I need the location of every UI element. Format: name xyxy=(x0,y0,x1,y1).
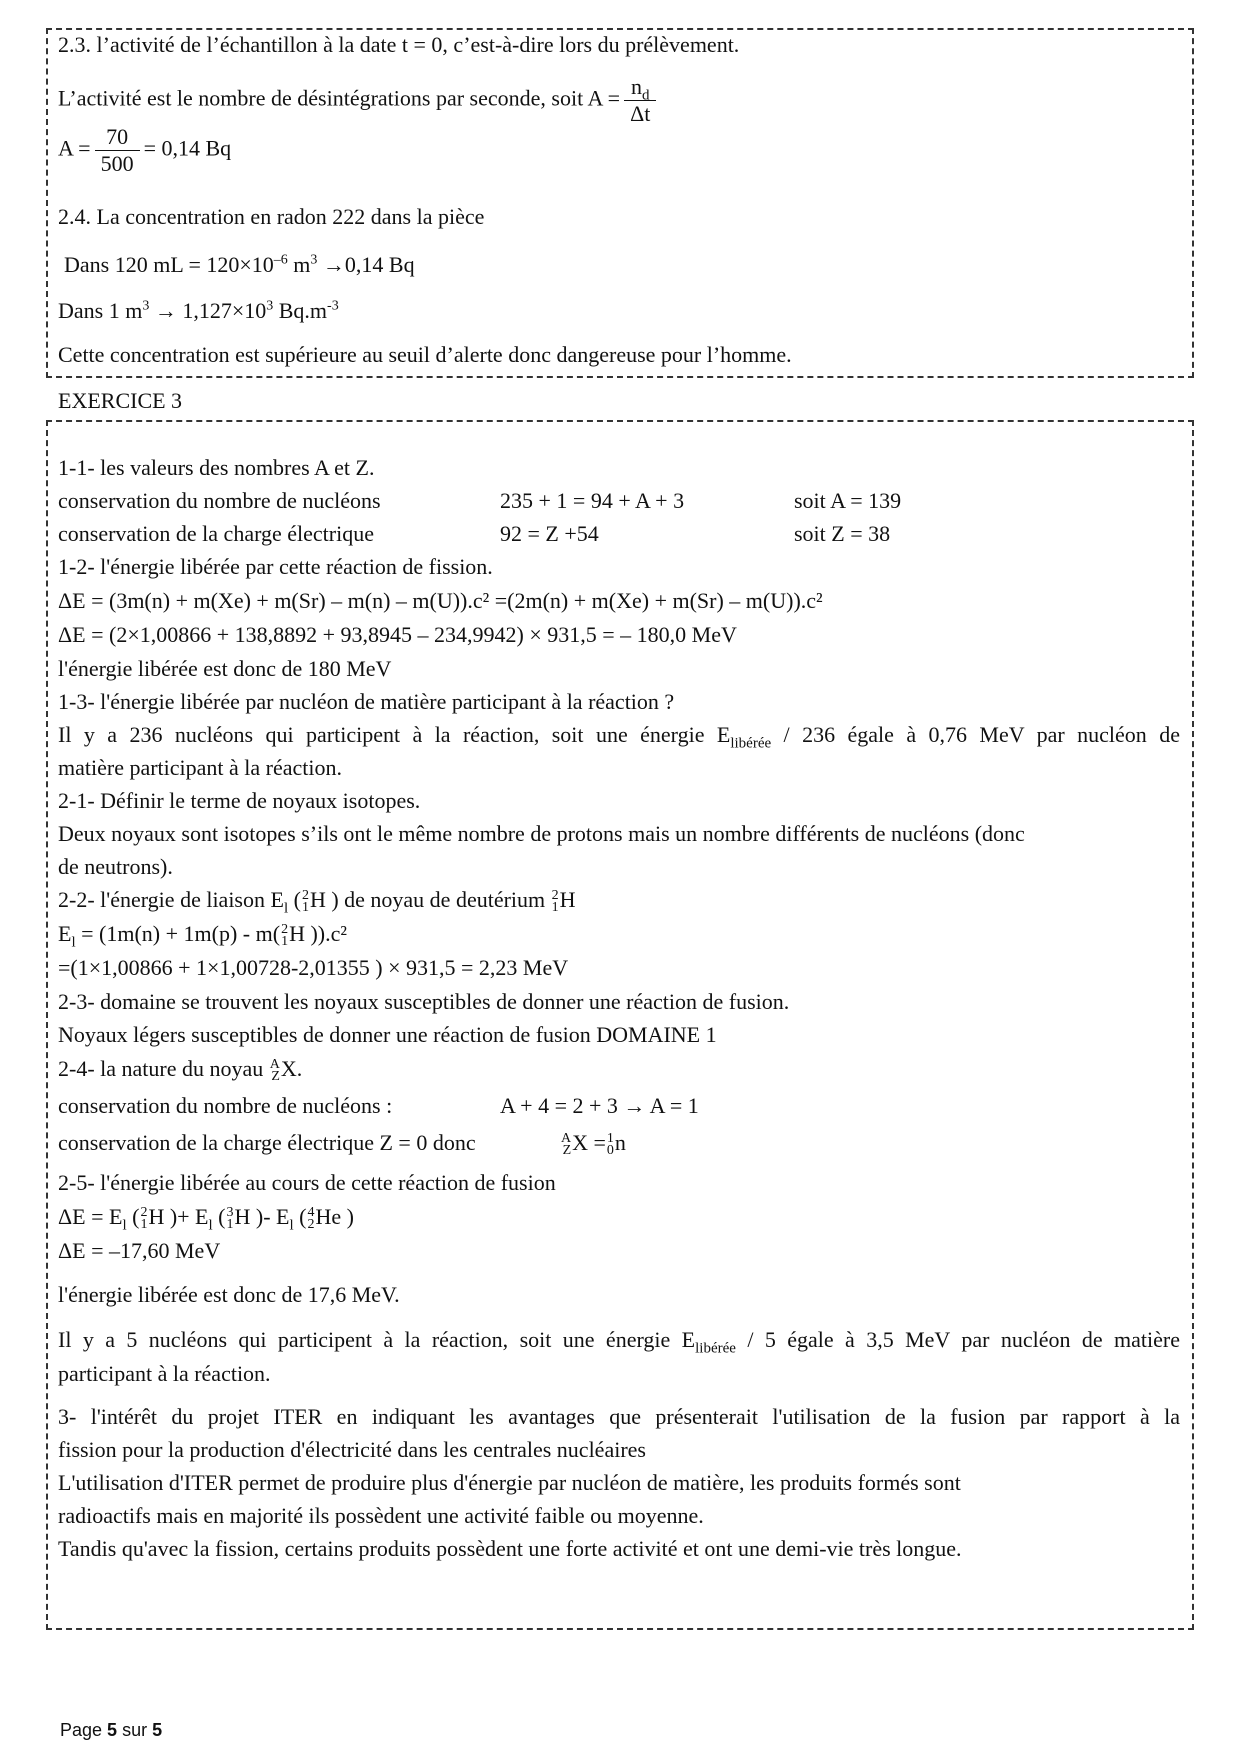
nuclide-h2: 2 1 xyxy=(140,1204,148,1232)
activity-calc: A = $\frac{70}{500}$ = 0,14 Bq xyxy=(58,124,232,176)
q24: 2-4- la nature du noyau A Z X. xyxy=(58,1056,303,1084)
fusion-energy-value: ΔE = –17,60 MeV xyxy=(58,1238,221,1263)
binding-energy-equation: $E_l = (1m(n) + 1m(p) - m$( 2 1 H )).c² xyxy=(58,921,347,951)
energy-result: l'énergie libérée est donc de 180 MeV xyxy=(58,656,392,681)
fusion-per-nucleon-line2: participant à la réaction. xyxy=(58,1361,271,1386)
fusion-energy-result: l'énergie libérée est donc de 17,6 MeV. xyxy=(58,1282,400,1307)
page-footer: Page 5 sur 5 xyxy=(60,1720,163,1740)
charge-conservation-row: conservation de la charge électrique 92 = Z +54 soit Z = 38 xyxy=(58,521,891,546)
nuclide-h3: 3 1 xyxy=(226,1204,234,1232)
volume-line: Dans 120 mL = $120\times 10^{-6}$ $m^3 \to 0,14$ Bq xyxy=(64,252,415,277)
q22: 2-2- l'énergie de liaison $E_l$ ( 2 1 H ) de noyau de deutérium 2 1 H xyxy=(58,887,576,917)
binding-energy-calc: =(1×1,00866 + 1×1,00728-2,01355 ) × 931,5 = 2,23 MeV xyxy=(58,955,569,980)
charge-conservation-fusion: conservation de la charge électrique Z = 0 donc A Z X = 1 0 n xyxy=(58,1130,626,1158)
q12: 1-2- l'énergie libérée par cette réaction de fission. xyxy=(58,554,493,579)
q13-answer-line1: Il y a 236 nucléons qui participent à la réaction, soit une énergie $E_{libérée} / 236$ égale à 0,76 MeV par nucléon de xyxy=(58,722,1180,752)
iter-answer-line2: radioactifs mais en majorité ils possèdent une activité faible ou moyenne. xyxy=(58,1503,704,1528)
conclusion-line: Cette concentration est supérieure au seuil d’alerte donc dangereuse pour l’homme. xyxy=(58,342,792,367)
fusion-energy-equation: $\Delta E = E_l$ ( 2 1 H )+ $E_l$ ( 3 1 H )- $E_l$ ( 4 2 He ) xyxy=(58,1204,354,1234)
q13: 1-3- l'énergie libérée par nucléon de matière participant à la réaction ? xyxy=(58,689,675,714)
nuclide-he4: 4 2 xyxy=(307,1204,315,1232)
fusion-per-nucleon-line1: Il y a 5 nucléons qui participent à la réaction, soit une énergie $E_{libérée} / 5$ égale à 3,5 MeV par nucléon de matière xyxy=(58,1327,1180,1357)
q13-answer-line2: matière participant à la réaction. xyxy=(58,755,343,780)
q25: 2-5- l'énergie libérée au cours de cette réaction de fusion xyxy=(58,1170,556,1195)
nuclide-h2: 2 1 xyxy=(551,887,559,915)
q11: 1-1- les valeurs des nombres A et Z. xyxy=(58,455,375,480)
nuclide-x: A Z xyxy=(269,1056,280,1084)
nuclide-x: A Z xyxy=(561,1130,572,1158)
q23-line: 2.3. l’activité de l’échantillon à la date t = 0, c’est-à-dire lors du prélèvement. xyxy=(58,32,740,57)
iter-answer-line3: Tandis qu'avec la fission, certains produits possèdent une forte activité et ont une demi-vie très longue. xyxy=(58,1536,962,1561)
nuclide-h2: 2 1 xyxy=(301,887,309,915)
isotope-definition-line2: de neutrons). xyxy=(58,854,173,879)
nucleon-conservation-fusion: conservation du nombre de nucléons : A + 4 = 2 + 3 → A = 1 xyxy=(58,1093,699,1118)
q24-line: 2.4. La concentration en radon 222 dans la pièce xyxy=(58,204,485,229)
q23: 2-3- domaine se trouvent les noyaux susceptibles de donner une réaction de fusion. xyxy=(58,989,790,1014)
isotope-definition-line1: Deux noyaux sont isotopes s’ils ont le même nombre de protons mais un nombre différents de nucléons (donc xyxy=(58,821,1025,846)
nuclide-n: 1 0 xyxy=(606,1130,614,1158)
exercise-title: EXERCICE 3 xyxy=(58,388,183,413)
energy-equation-2: ΔE = (2×1,00866 + 138,8892 + 93,8945 – 234,9942) × 931,5 = – 180,0 MeV xyxy=(58,622,737,647)
q3-line1: 3- l'intérêt du projet ITER en indiquant les avantages que présenterait l'utilisation de la fusion par rapport à la xyxy=(58,1404,1180,1429)
q3-line2: fission pour la production d'électricité dans les centrales nucléaires xyxy=(58,1437,646,1462)
fusion-domain-answer: Noyaux légers susceptibles de donner une réaction de fusion DOMAINE 1 xyxy=(58,1022,717,1047)
nucleon-conservation-row: conservation du nombre de nucléons 235 + 1 = 94 + A + 3 soit A = 139 xyxy=(58,488,902,513)
iter-answer-line1: L'utilisation d'ITER permet de produire plus d'énergie par nucléon de matière, les produits formés sont xyxy=(58,1470,961,1495)
concentration-line: Dans 1 $m^3 \to 1,127\times 10^3$ $Bq.m^{-3}$ xyxy=(58,298,339,323)
q21: 2-1- Définir le terme de noyaux isotopes. xyxy=(58,788,421,813)
activity-definition: L’activité est le nombre de désintégrations par seconde, soit A = $\frac{n_d}{\Delta t}$ xyxy=(58,74,660,127)
energy-equation-1: ΔE = (3m(n) + m(Xe) + m(Sr) – m(n) – m(U)).c² =(2m(n) + m(Xe) + m(Sr) – m(U)).c² xyxy=(58,588,823,613)
nuclide-h2: 2 1 xyxy=(281,921,289,949)
